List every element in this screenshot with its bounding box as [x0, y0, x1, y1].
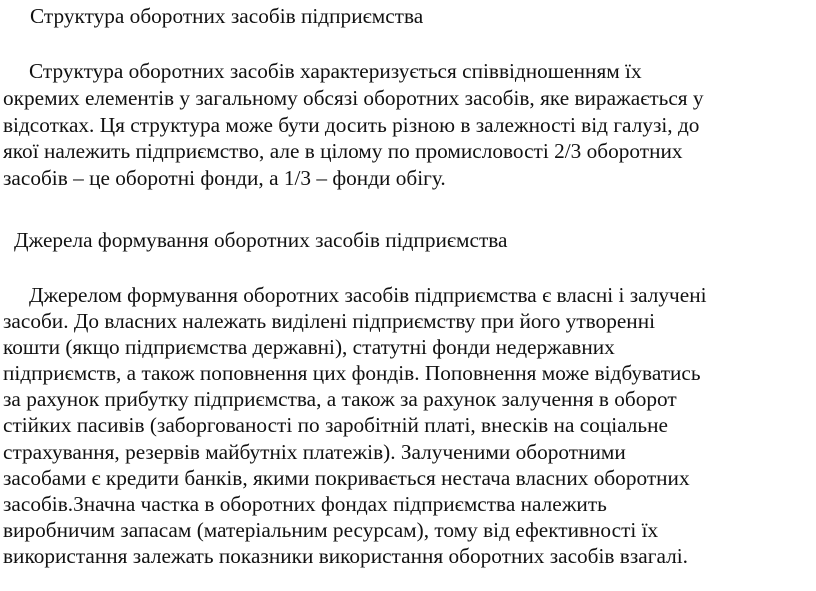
paragraph-line: засоби. До власних належать виділені підприємству при його утворенні: [3, 309, 656, 334]
paragraph-line: відсотках. Ця структура може бути досить різною в залежності від галузі, до: [3, 112, 700, 137]
paragraph-line: Структура оборотних засобів характеризується співвідношенням їх: [29, 59, 642, 83]
section-heading-structure: Структура оборотних засобів підприємства: [30, 4, 424, 28]
paragraph-line: засобів – це оборотні фонди, а 1/3 – фонди обігу.: [3, 166, 446, 191]
paragraph-line: кошти (якщо підприємства державні), статутні фонди недержавних: [3, 335, 615, 360]
paragraph-line: окремих елементів у загальному обсязі оборотних засобів, яке виражається у: [3, 85, 704, 110]
paragraph-line: засобів.Значна частка в оборотних фондах підприємства належить: [3, 491, 607, 516]
paragraph-line: стійких пасивів (заборгованості по заробітній платі, внесків на соціальне: [3, 413, 668, 438]
paragraph-sources: [3, 282, 811, 569]
paragraph-line: виробничим запасам (матеріальним ресурсам), тому від ефективності їх: [3, 517, 659, 542]
paragraph-line: за рахунок прибутку підприємства, а також за рахунок залучення в оборот: [3, 387, 677, 412]
paragraph-line: якої належить підприємство, але в цілому по промисловості 2/3 оборотних: [3, 139, 683, 164]
paragraph-line: страхування, резервів майбутніх платежів). Залученими оборотними: [3, 439, 626, 464]
paragraph-line: Джерелом формування оборотних засобів підприємства є власні і залучені: [29, 283, 707, 307]
paragraph-line: підприємств, а також поповнення цих фондів. Поповнення може відбуватись: [3, 361, 701, 386]
paragraph-line: використання залежать показники використання оборотних засобів взагалі.: [3, 543, 688, 568]
paragraph-line: засобами є кредити банків, якими покривається нестача власних оборотних: [3, 465, 690, 490]
paragraph-structure: [3, 58, 811, 192]
section-heading-sources: Джерела формування оборотних засобів підприємства: [14, 228, 508, 252]
